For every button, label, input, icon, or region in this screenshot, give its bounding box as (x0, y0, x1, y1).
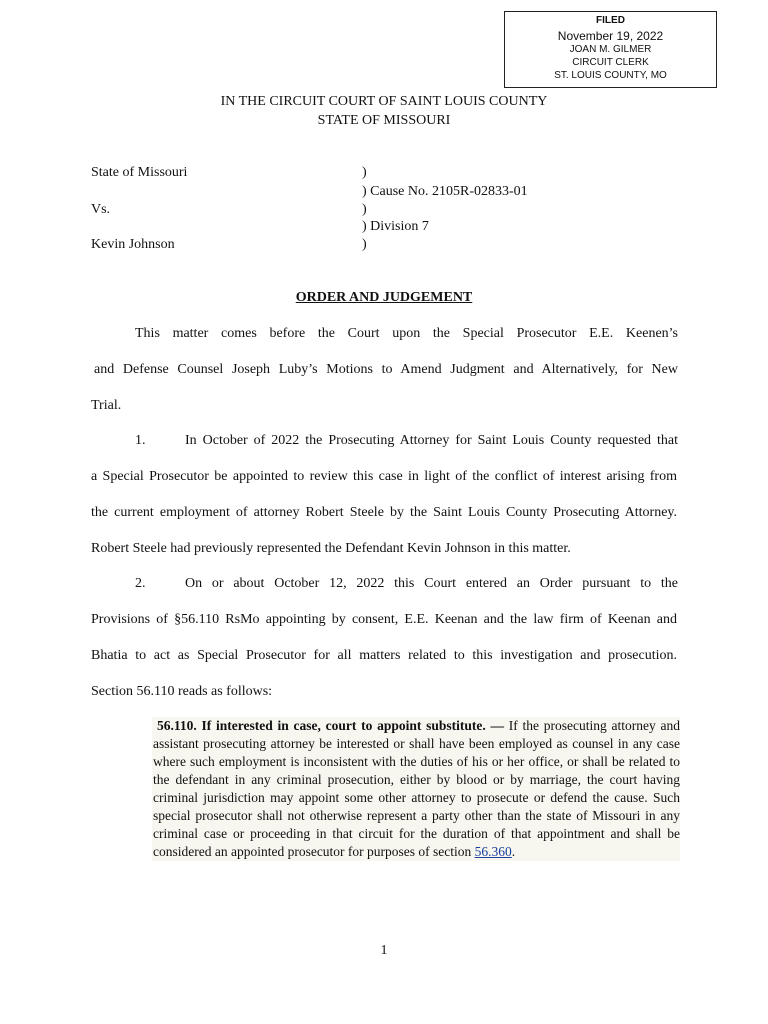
paragraph-1-line-3: the current employment of attorney Robert Steele by the Saint Louis County Prosecuting Attorney. (91, 505, 677, 520)
intro-line-2: and Defense Counsel Joseph Luby’s Motions to Amend Judgment and Alternatively, for New (94, 362, 678, 377)
stamp-clerk-title: CIRCUIT CLERK (572, 57, 649, 68)
caption-defendant: Kevin Johnson (91, 237, 175, 252)
page-number: 1 (380, 943, 388, 958)
court-heading-line2: STATE OF MISSOURI (317, 113, 451, 128)
paragraph-2-number: 2. (135, 576, 146, 591)
caption-paren-1: ) (362, 165, 367, 180)
statute-link[interactable]: 56.360 (474, 844, 512, 859)
statute-heading: 56.110. If interested in case, court to appoint substitute. — (157, 718, 505, 733)
statute-body: If the prosecuting attorney and assistant prosecuting attorney be interested or shall have been employed as counsel in any case where such employment is inconsistent with the duties of his or her office, or shall be related to the defendant in any criminal prosecution, either by blood or by marriage, the court having criminal jurisdiction may appoint some other attorney to prosecute or defend the cause. Such special prosecutor shall not otherwise represent a party other than the state of Missouri in any criminal case or proceeding in that circuit for the duration of that appointment and shall be considered an appointed prosecutor for purposes of section (153, 718, 680, 859)
stamp-location: ST. LOUIS COUNTY, MO (554, 70, 667, 81)
document-title: ORDER AND JUDGEMENT (295, 290, 473, 305)
intro-line-1: This matter comes before the Court upon the Special Prosecutor E.E. Keenen’s (135, 326, 678, 341)
caption-vs: Vs. (91, 202, 111, 217)
stamp-date: November 19, 2022 (557, 29, 664, 43)
paragraph-2-line-4: Section 56.110 reads as follows: (91, 684, 273, 699)
paragraph-1-line-2: a Special Prosecutor be appointed to review this case in light of the conflict of interest arising from (91, 469, 677, 484)
statute-end: . (511, 844, 516, 859)
stamp-clerk-name: JOAN M. GILMER (569, 44, 652, 55)
paragraph-1-line-4: Robert Steele had previously represented the Defendant Kevin Johnson in this matter. (91, 541, 571, 556)
caption-division: ) Division 7 (362, 219, 429, 234)
paragraph-1-number: 1. (135, 433, 146, 448)
caption-cause-number: ) Cause No. 2105R-02833-01 (362, 184, 528, 199)
paragraph-2-line-3: Bhatia to act as Special Prosecutor for all matters related to this investigation and prosecution. (91, 648, 677, 663)
caption-paren-2: ) (362, 202, 367, 217)
court-heading-line1: IN THE CIRCUIT COURT OF SAINT LOUIS COUNTY (220, 94, 548, 109)
filed-stamp (504, 11, 717, 88)
caption-plaintiff: State of Missouri (91, 165, 188, 180)
statute-quote (152, 717, 680, 861)
caption-paren-3: ) (362, 237, 367, 252)
paragraph-1-line-1: In October of 2022 the Prosecuting Attorney for Saint Louis County requested that (185, 433, 678, 448)
stamp-filed-label: FILED (596, 15, 625, 26)
intro-line-3: Trial. (91, 398, 122, 413)
paragraph-2-line-1: On or about October 12, 2022 this Court entered an Order pursuant to the (185, 576, 678, 591)
paragraph-2-line-2: Provisions of §56.110 RsMo appointing by consent, E.E. Keenan and the law firm of Keenan and (91, 612, 677, 627)
